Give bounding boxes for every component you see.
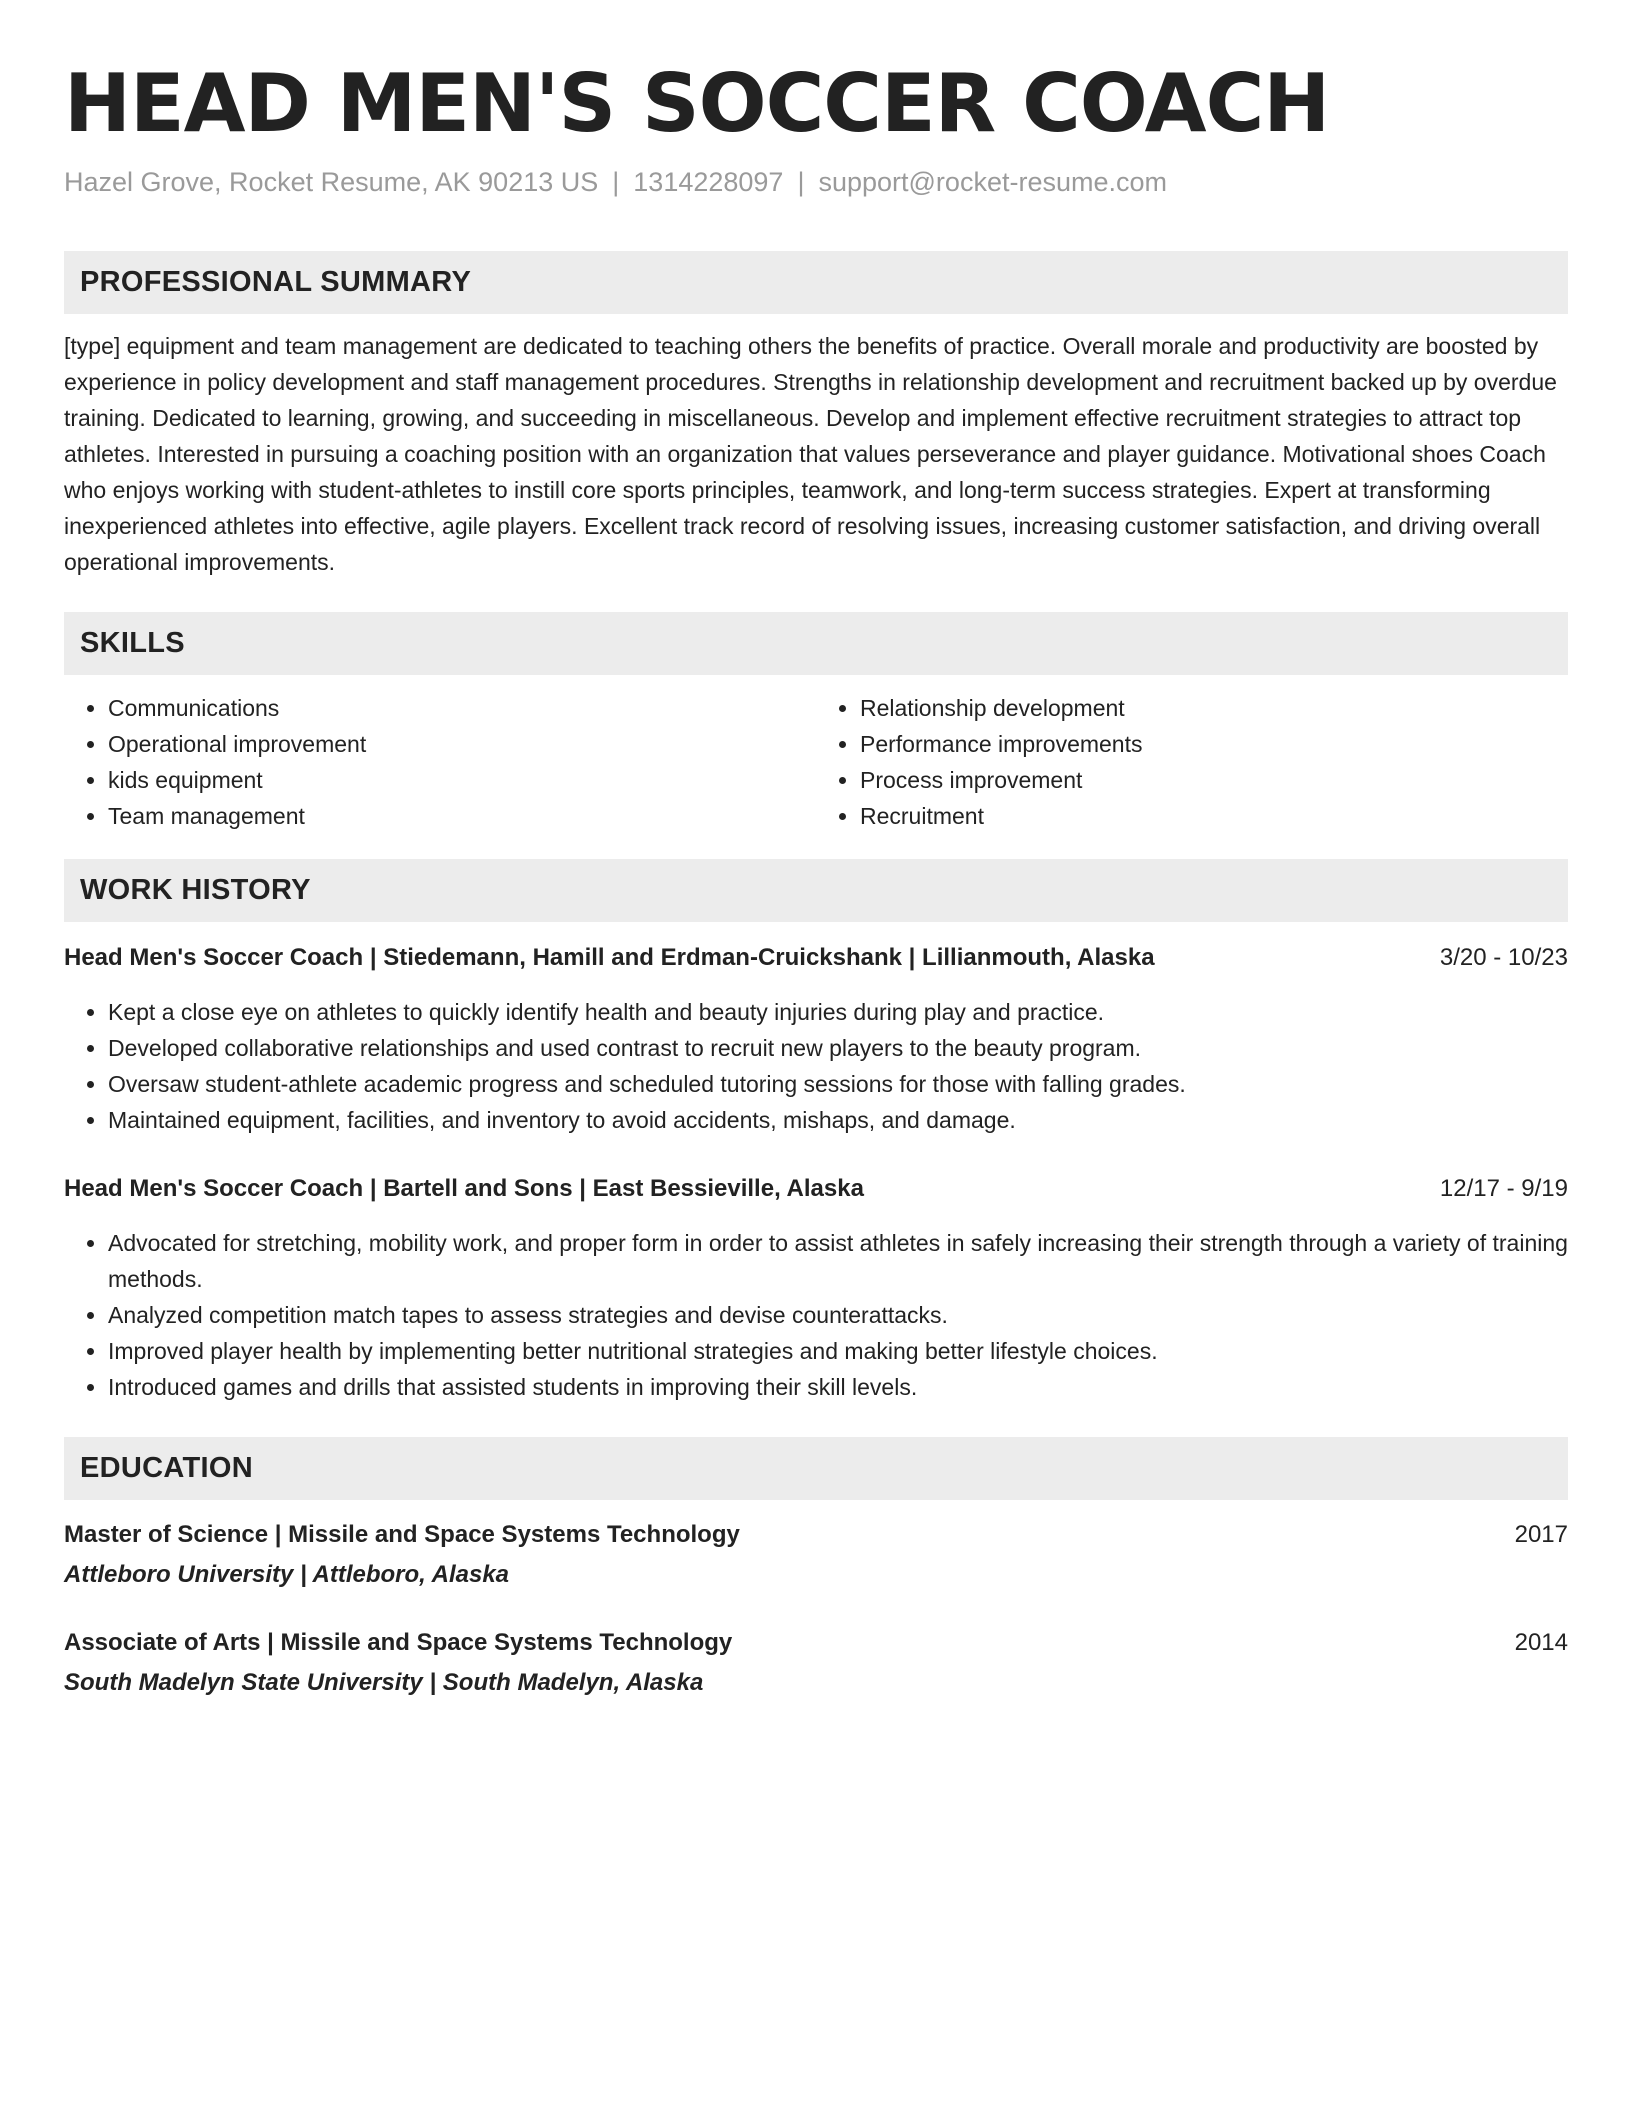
job-bullet: • Improved player health by implementing better nutritional strategies and making better lifestyle choices. (108, 1333, 1568, 1369)
skill-item: • Recruitment (860, 798, 1568, 834)
education-heading: EDUCATION (64, 1437, 1568, 1500)
contact-email[interactable]: support@rocket-resume.com (818, 167, 1167, 197)
job-title: Head Men's Soccer Coach | Bartell and Sons | East Bessieville, Alaska (64, 1175, 864, 1202)
job-dates: 3/20 - 10/23 (1439, 944, 1568, 971)
contact-address: Hazel Grove, Rocket Resume, AK 90213 US (64, 167, 599, 197)
degree-title: Master of Science | Missile and Space Systems Technology (64, 1521, 740, 1548)
work-history-heading: WORK HISTORY (64, 859, 1568, 922)
contact-phone: 1314228097 (633, 167, 784, 197)
summary-text: [type] equipment and team management are dedicated to teaching others the benefits of practice. Overall morale and productivity are boosted by experience in policy development and staff management procedures. Strengths in relationship development and recruitment backed up by overdue training. Dedicated to learning, growing, and succeeding in miscellaneous. Develop and implement effective recruitment strategies to attract top athletes. Interested in pursuing a coaching position with an organization that values perseverance and player guidance. Motivational shoes Coach who enjoys working with student-athletes to instill core sports principles, teamwork, and long-term success strategies. Expert at transforming inexperienced athletes into effective, agile players. Excellent track record of resolving issues, increasing customer satisfaction, and driving overall operational improvements. (64, 333, 1557, 575)
skill-item: • Performance improvements (860, 726, 1568, 762)
skill-item: • Communications (108, 690, 816, 726)
skill-item: • Relationship development (860, 690, 1568, 726)
education-year: 2014 (1514, 1629, 1568, 1656)
skill-item: • kids equipment (108, 762, 816, 798)
job-bullets (64, 994, 1568, 1138)
skills-heading: SKILLS (64, 612, 1568, 675)
school-name: South Madelyn State University | South Madelyn, Alaska (64, 1669, 704, 1696)
school-name: Attleboro University | Attleboro, Alaska (64, 1561, 510, 1588)
job-bullet: • Maintained equipment, facilities, and inventory to avoid accidents, mishaps, and damage. (108, 1102, 1568, 1138)
job-bullets (64, 1225, 1568, 1405)
job-bullet: • Advocated for stretching, mobility work, and proper form in order to assist athletes in safely increasing their strength through a variety of training methods. (108, 1225, 1568, 1297)
job-bullet: • Analyzed competition match tapes to assess strategies and devise counterattacks. (108, 1297, 1568, 1333)
job-title: Head Men's Soccer Coach | Stiedemann, Hamill and Erdman-Cruickshank | Lillianmouth, Alaska (64, 944, 1155, 971)
job-bullet: • Introduced games and drills that assisted students in improving their skill levels. (108, 1369, 1568, 1405)
skill-item: • Operational improvement (108, 726, 816, 762)
job-dates: 12/17 - 9/19 (1439, 1175, 1568, 1202)
job-bullet: • Kept a close eye on athletes to quickly identify health and beauty injuries during play and practice. (108, 994, 1568, 1030)
education-entry-header (64, 1625, 1568, 1661)
education-entry-header (64, 1517, 1568, 1553)
job-bullet: • Oversaw student-athlete academic progress and scheduled tutoring sessions for those with falling grades. (108, 1066, 1568, 1102)
contact-separator: | (612, 167, 620, 197)
degree-title: Associate of Arts | Missile and Space Systems Technology (64, 1629, 733, 1656)
skills-list (64, 690, 1568, 834)
resume-name: HEAD MEN'S SOCCER COACH (64, 57, 1330, 150)
job-bullet: • Developed collaborative relationships and used contrast to recruit new players to the beauty program. (108, 1030, 1568, 1066)
skills-column-right (816, 690, 1568, 834)
contact-line (64, 164, 1568, 200)
summary-heading: PROFESSIONAL SUMMARY (64, 251, 1568, 314)
contact-separator: | (797, 167, 805, 197)
job-entry-header (64, 940, 1568, 976)
education-year: 2017 (1514, 1521, 1568, 1548)
skill-item: • Team management (108, 798, 816, 834)
skills-column-left (64, 690, 816, 834)
job-entry-header (64, 1171, 1568, 1207)
skill-item: • Process improvement (860, 762, 1568, 798)
